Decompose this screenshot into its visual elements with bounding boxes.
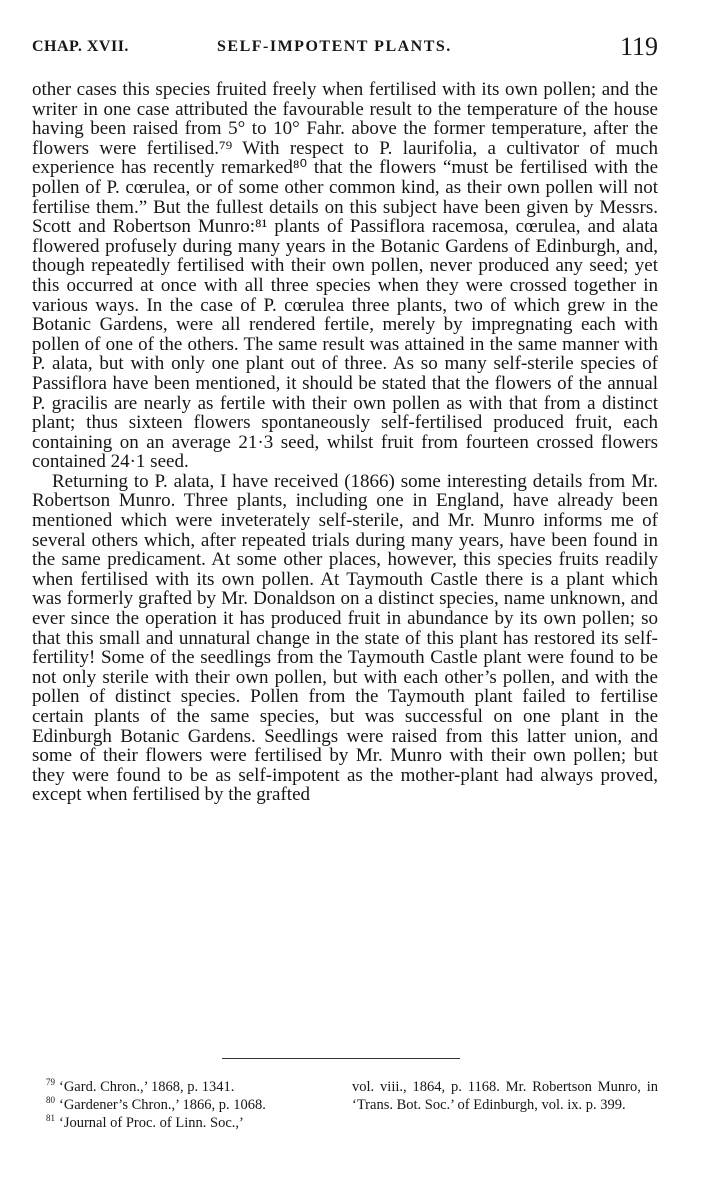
footnote-marker: 80 bbox=[46, 1095, 55, 1106]
footnote-81 bbox=[32, 1114, 332, 1132]
page-number: 119 bbox=[619, 32, 658, 61]
chapter-label: CHAP. XVII. bbox=[32, 38, 129, 55]
footnote-text: ‘Gardener’s Chron.,’ 1866, p. 1068. bbox=[59, 1097, 266, 1113]
paragraph-1: other cases this species fruited freely when fertilised with its own pollen; and the writer in one case attributed the favourable result to the temperature of the house having been raised from 5° to 10° Fahr. above the former temperature, after the flowers were fertilised.⁷⁹ With respect to P. laurifolia, a cultivator of much experience has recently remarked⁸⁰ that the flowers “must be fertilised with the pollen of P. cœrulea, or of some other common kind, as their own pollen will not fertilise them.” But the fullest details on this subject have been given by Messrs. Scott and Robertson Munro:⁸¹ plants of Passiflora racemosa, cœrulea, and alata flowered profusely during many years in the Botanic Gardens of Edinburgh, and, though repeatedly fertilised with their own pollen, never produced any seed; yet this occurred at once with all three species when they were crossed together in various ways. In the case of P. cœrulea three plants, two of which grew in the Botanic Gardens, were all rendered fertile, merely by impregnating each with pollen of one of the others. The same result was attained in the same manner with P. alata, but with only one plant out of three. As so many self-sterile species of Passiflora have been mentioned, it should be stated that the flowers of the annual P. gracilis are nearly as fertile with their own pollen as with that from a distinct plant; thus sixteen flowers spontaneously self-fertilised produced fruit, each containing on an average 21·3 seed, whilst fruit from fourteen crossed flowers contained 24·1 seed. bbox=[32, 79, 658, 473]
main-text bbox=[32, 80, 658, 805]
running-header bbox=[32, 30, 658, 76]
footnote-80 bbox=[32, 1096, 332, 1114]
footnote-81-continued: vol. viii., 1864, p. 1168. Mr. Robertson Munro, in ‘Trans. Bot. Soc.’ of Edinburgh, vol. ix. p. 399. bbox=[352, 1079, 658, 1113]
paragraph-2: Returning to P. alata, I have received (1866) some interesting details from Mr. Robertson Munro. Three plants, including one in England, have already been mentioned which were inveterately self-sterile, and Mr. Munro informs me of several others which, after repeated trials during many years, have been found in the same predicament. At some other places, however, this species fruits readily when fertilised with its own pollen. At Taymouth Castle there is a plant which was formerly grafted by Mr. Donaldson on a distinct species, name unknown, and ever since the operation it has produced fruit in abundance by its own pollen; so that this small and unnatural change in the state of this plant has restored its self-fertility! Some of the seedlings from the Taymouth Castle plant were found to be not only sterile with their own pollen, but with each other’s pollen, and with the pollen of distinct species. Pollen from the Taymouth plant failed to fertilise certain plants of the same species, but was successful on one plant in the Edinburgh Botanic Gardens. Seedlings were raised from this latter union, and some of their flowers were fertilised by Mr. Munro with their own pollen; but they were found to be as self-impotent as the mother-plant had always proved, except when fertilised by the grafted bbox=[32, 470, 658, 806]
footnotes-left-column bbox=[32, 1078, 332, 1132]
footnotes-right-column bbox=[352, 1078, 658, 1114]
footnote-marker: 79 bbox=[46, 1077, 55, 1088]
footnote-text: ‘Journal of Proc. of Linn. Soc.,’ bbox=[59, 1115, 244, 1131]
footnote-marker: 81 bbox=[46, 1113, 55, 1124]
running-title: SELF-IMPOTENT PLANTS. bbox=[217, 38, 452, 55]
footnote-divider bbox=[222, 1058, 460, 1059]
footnote-79 bbox=[32, 1078, 332, 1096]
book-page bbox=[32, 30, 658, 1131]
footnote-text: ‘Gard. Chron.,’ 1868, p. 1341. bbox=[59, 1079, 235, 1095]
